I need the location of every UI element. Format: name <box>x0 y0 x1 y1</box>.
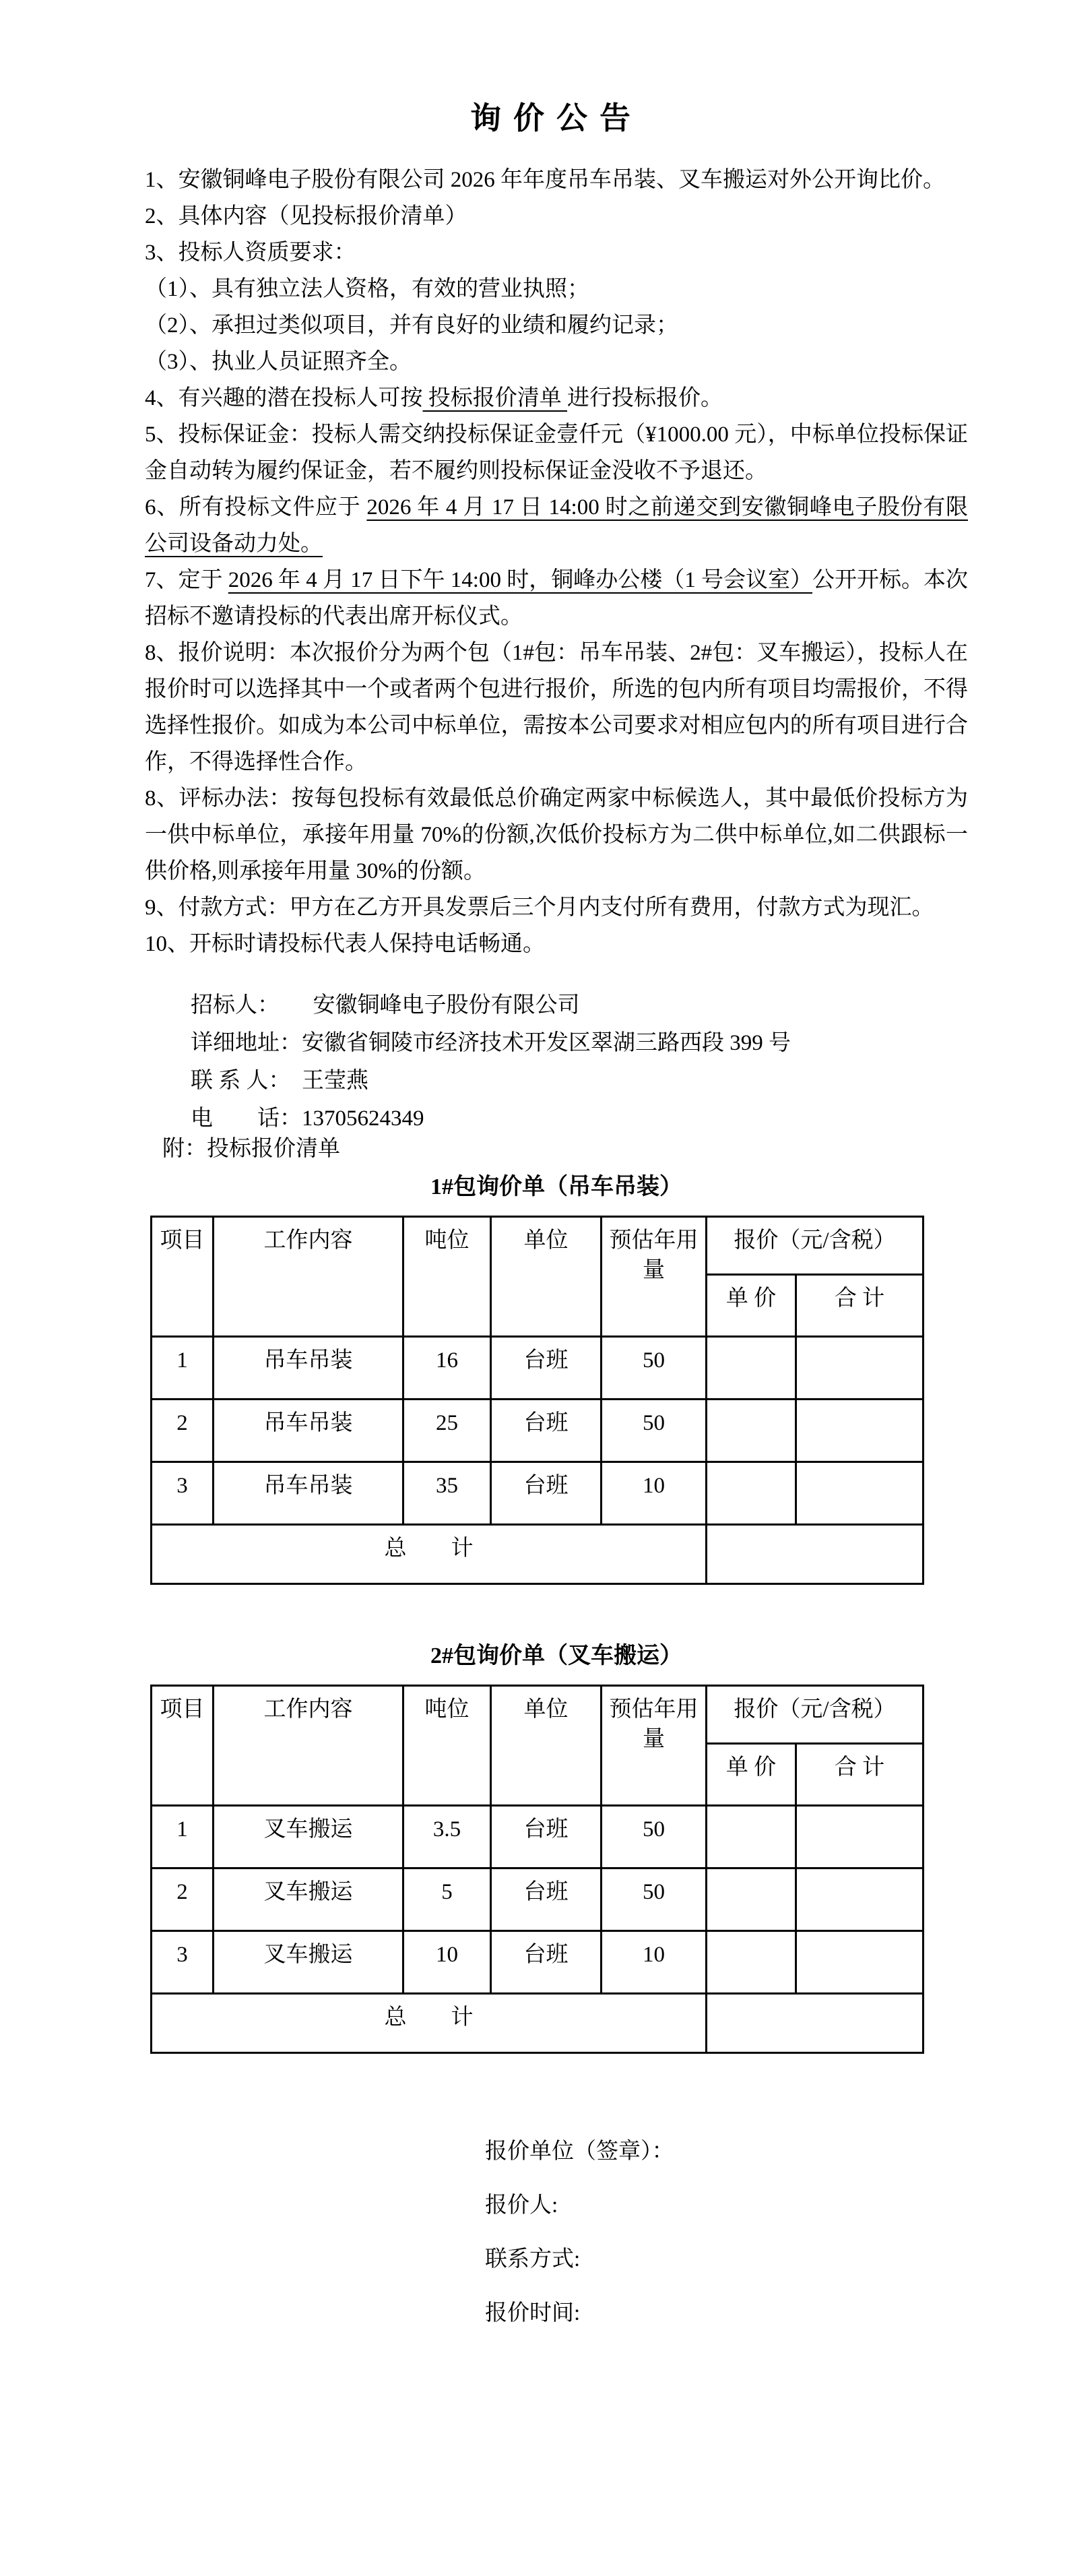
notice-item-3-3: （3）、执业人员证照齐全。 <box>145 350 412 374</box>
header-total: 合 计 <box>796 1275 924 1337</box>
cell-unit: 台班 <box>491 1806 602 1868</box>
total-value-empty <box>707 1525 924 1584</box>
header-unit: 单位 <box>491 1686 602 1806</box>
cell-work: 叉车搬运 <box>214 1806 403 1868</box>
header-annual-qty: 预估年用量 <box>602 1686 707 1806</box>
notice-item-7-post: 公开开标。本次招标不邀请投标的代表出席开标仪式。 <box>145 568 969 629</box>
notice-item-6 <box>145 489 968 562</box>
cell-total-empty <box>796 1400 924 1462</box>
cell-unit: 台班 <box>491 1400 602 1462</box>
header-total: 合 计 <box>796 1744 924 1806</box>
notice-item-5: 5、投标保证金：投标人需交纳投标保证金壹仟元（¥1000.00 元），中标单位投标保证金自动转为履约保证金，若不履约则投标保证金没收不予退还。 <box>145 422 968 483</box>
cell-annual-qty: 50 <box>602 1337 707 1400</box>
notice-item-6-pre: 6、所有投标文件应于 <box>145 495 367 520</box>
cell-item: 3 <box>152 1931 214 1994</box>
cell-item: 2 <box>152 1400 214 1462</box>
quote-table-package2 <box>150 1685 924 2054</box>
notice-item-10: 10、开标时请投标代表人保持电话畅通。 <box>145 932 545 956</box>
cell-annual-qty: 10 <box>602 1931 707 1994</box>
cell-tonnage: 35 <box>403 1462 491 1525</box>
cell-unit-price-empty <box>707 1868 796 1931</box>
header-tonnage: 吨位 <box>403 1686 491 1806</box>
header-annual-qty: 预估年用量 <box>602 1217 707 1337</box>
contact-person-line: 联 系 人： 王莹燕 <box>191 1069 368 1093</box>
cell-unit: 台班 <box>491 1868 602 1931</box>
cell-total-empty <box>796 1931 924 1994</box>
cell-tonnage: 10 <box>403 1931 491 1994</box>
header-item: 项目 <box>152 1217 214 1337</box>
cell-work: 吊车吊装 <box>214 1400 403 1462</box>
signature-block <box>145 2133 968 2331</box>
total-row <box>152 1525 924 1584</box>
address-line: 详细地址：安徽省铜陵市经济技术开发区翠湖三路西段 399 号 <box>191 1031 791 1055</box>
cell-unit: 台班 <box>491 1337 602 1400</box>
notice-item-4-post: 进行投标报价。 <box>567 386 723 410</box>
underlined-text: 2026 年 4 月 17 日下午 14:00 时，铜峰办公楼（1 号会议室） <box>228 568 812 592</box>
notice-item-8b: 8、评标办法：按每包投标有效最低总价确定两家中标候选人，其中最低价投标方为一供中标单位，承接年用量 70%的份额,次低价投标方为二供中标单位,如二供跟标一供价格,则承接年用量 30%的份额。 <box>145 786 968 883</box>
total-label: 总 计 <box>152 1994 707 2053</box>
cell-annual-qty: 10 <box>602 1462 707 1525</box>
header-unit: 单位 <box>491 1217 602 1337</box>
quote-table-package1 <box>150 1216 924 1585</box>
notice-item-3-1: （1）、具有独立法人资格，有效的营业执照； <box>145 277 589 301</box>
table-row <box>152 1337 924 1400</box>
cell-item: 1 <box>152 1337 214 1400</box>
notice-item-3-2: （2）、承担过类似项目，并有良好的业绩和履约记录； <box>145 313 678 338</box>
header-unit-price: 单 价 <box>707 1744 796 1806</box>
cell-tonnage: 25 <box>403 1400 491 1462</box>
cell-unit-price-empty <box>707 1337 796 1400</box>
cell-tonnage: 5 <box>403 1868 491 1931</box>
attachment-line: 附：投标报价清单 <box>162 1137 340 1161</box>
page-title: 询价公告 <box>470 101 643 135</box>
notice-item-9: 9、付款方式：甲方在乙方开具发票后三个月内支付所有费用，付款方式为现汇。 <box>145 896 934 920</box>
header-work: 工作内容 <box>214 1217 403 1337</box>
table-row <box>152 1868 924 1931</box>
cell-total-empty <box>796 1868 924 1931</box>
cell-total-empty <box>796 1462 924 1525</box>
quote-time-label: 报价时间: <box>485 2301 581 2325</box>
cell-total-empty <box>796 1806 924 1868</box>
bidder-line: 招标人： 安徽铜峰电子股份有限公司 <box>191 993 580 1017</box>
cell-item: 2 <box>152 1868 214 1931</box>
total-label: 总 计 <box>152 1525 707 1584</box>
cell-unit: 台班 <box>491 1462 602 1525</box>
header-quote: 报价（元/含税） <box>707 1217 924 1275</box>
cell-tonnage: 3.5 <box>403 1806 491 1868</box>
notice-item-3: 3、投标人资质要求： <box>145 241 356 265</box>
notice-item-7-pre: 7、定于 <box>145 568 228 592</box>
table-row <box>152 1462 924 1525</box>
cell-annual-qty: 50 <box>602 1806 707 1868</box>
notice-item-8a: 8、报价说明：本次报价分为两个包（1#包：吊车吊装、2#包：叉车搬运），投标人在报价时可以选择其中一个或者两个包进行报价，所选的包内所有项目均需报价，不得选择性报价。如成为本公司中标单位，需按本公司要求对相应包内的所有项目进行合作，不得选择性合作。 <box>145 641 968 774</box>
notice-item-7 <box>145 562 968 635</box>
header-quote: 报价（元/含税） <box>707 1686 924 1744</box>
underlined-text: 投标报价清单 <box>422 386 567 410</box>
notice-body <box>145 162 968 962</box>
header-item: 项目 <box>152 1686 214 1806</box>
cell-unit-price-empty <box>707 1462 796 1525</box>
notice-item-4-pre: 4、有兴趣的潜在投标人可按 <box>145 386 423 410</box>
cell-unit: 台班 <box>491 1931 602 1994</box>
cell-item: 1 <box>152 1806 214 1868</box>
header-work: 工作内容 <box>214 1686 403 1806</box>
table-row <box>152 1931 924 1994</box>
cell-annual-qty: 50 <box>602 1868 707 1931</box>
cell-unit-price-empty <box>707 1931 796 1994</box>
table2-title: 2#包询价单（叉车搬运） <box>430 1643 682 1668</box>
cell-unit-price-empty <box>707 1400 796 1462</box>
cell-work: 吊车吊装 <box>214 1462 403 1525</box>
notice-item-2: 2、具体内容（见投标报价清单） <box>145 204 467 228</box>
table1-title: 1#包询价单（吊车吊装） <box>430 1174 682 1199</box>
cell-tonnage: 16 <box>403 1337 491 1400</box>
header-tonnage: 吨位 <box>403 1217 491 1337</box>
cell-work: 叉车搬运 <box>214 1868 403 1931</box>
quote-company-label: 报价单位（签章）： <box>485 2139 674 2164</box>
cell-item: 3 <box>152 1462 214 1525</box>
phone-line: 电 话：13705624349 <box>191 1106 424 1131</box>
table-row <box>152 1400 924 1462</box>
total-row <box>152 1994 924 2053</box>
cell-annual-qty: 50 <box>602 1400 707 1462</box>
table-row <box>152 1806 924 1868</box>
total-value-empty <box>707 1994 924 2053</box>
notice-item-1: 1、安徽铜峰电子股份有限公司 2026 年年度吊车吊装、叉车搬运对外公开询比价。 <box>145 168 945 192</box>
cell-work: 吊车吊装 <box>214 1337 403 1400</box>
cell-work: 叉车搬运 <box>214 1931 403 1994</box>
cell-total-empty <box>796 1337 924 1400</box>
cell-unit-price-empty <box>707 1806 796 1868</box>
quote-person-label: 报价人: <box>485 2193 558 2218</box>
contact-block <box>145 986 968 1160</box>
header-unit-price: 单 价 <box>707 1275 796 1337</box>
notice-item-4 <box>145 380 968 416</box>
quote-contact-label: 联系方式: <box>485 2247 581 2271</box>
underlined-text: 2026 年 4 月 17 日 14:00 时之前递交到安徽铜峰电子股份有限公司设备动力处。 <box>145 495 969 556</box>
